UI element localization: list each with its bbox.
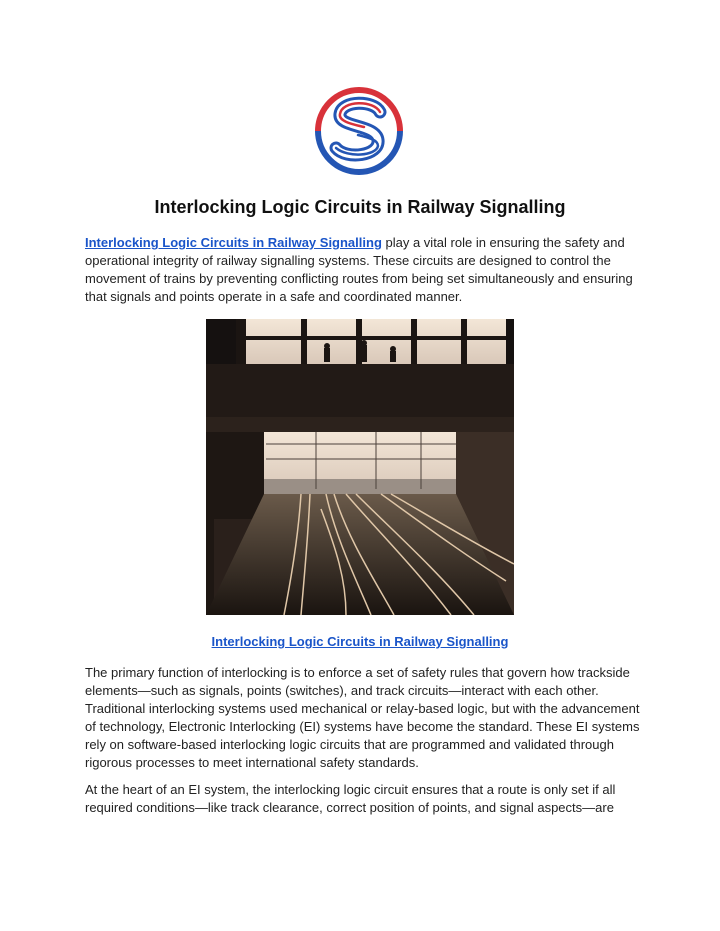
railway-tracks-photo: [206, 319, 514, 615]
body-paragraph: At the heart of an EI system, the interlocking logic circuit ensures that a route is only set if all required conditions—like track clearance, correct position of points, and signal aspects—are: [85, 782, 616, 815]
s-circle-logo-icon: [314, 86, 404, 176]
image-caption: [0, 634, 720, 649]
intro-link[interactable]: Interlocking Logic Circuits in Railway Signalling: [85, 235, 382, 250]
page-title: Interlocking Logic Circuits in Railway Signalling: [154, 197, 566, 217]
intro-paragraph: [85, 234, 640, 306]
body-paragraph: The primary function of interlocking is to enforce a set of safety rules that govern how trackside elements—such as signals, points (switches), and track circuits—interact with each other. Traditional interlocking systems used mechanical or relay-based logic, but with the advancement of technology, Electronic Interlocking (EI) systems have become the standard. These EI systems rely on software-based interlocking logic circuits that are programmed and validated through rigorous processes to meet international safety standards.: [85, 665, 640, 770]
caption-link[interactable]: Interlocking Logic Circuits in Railway Signalling: [211, 634, 509, 649]
intro-text: play a vital role in ensuring the safety and operational integrity of railway signalling systems. These circuits are designed to control the movement of trains by preventing conflicting routes from being set simultaneously and ensuring that signals and points operate in a safe and coordinated manner.: [85, 235, 633, 304]
